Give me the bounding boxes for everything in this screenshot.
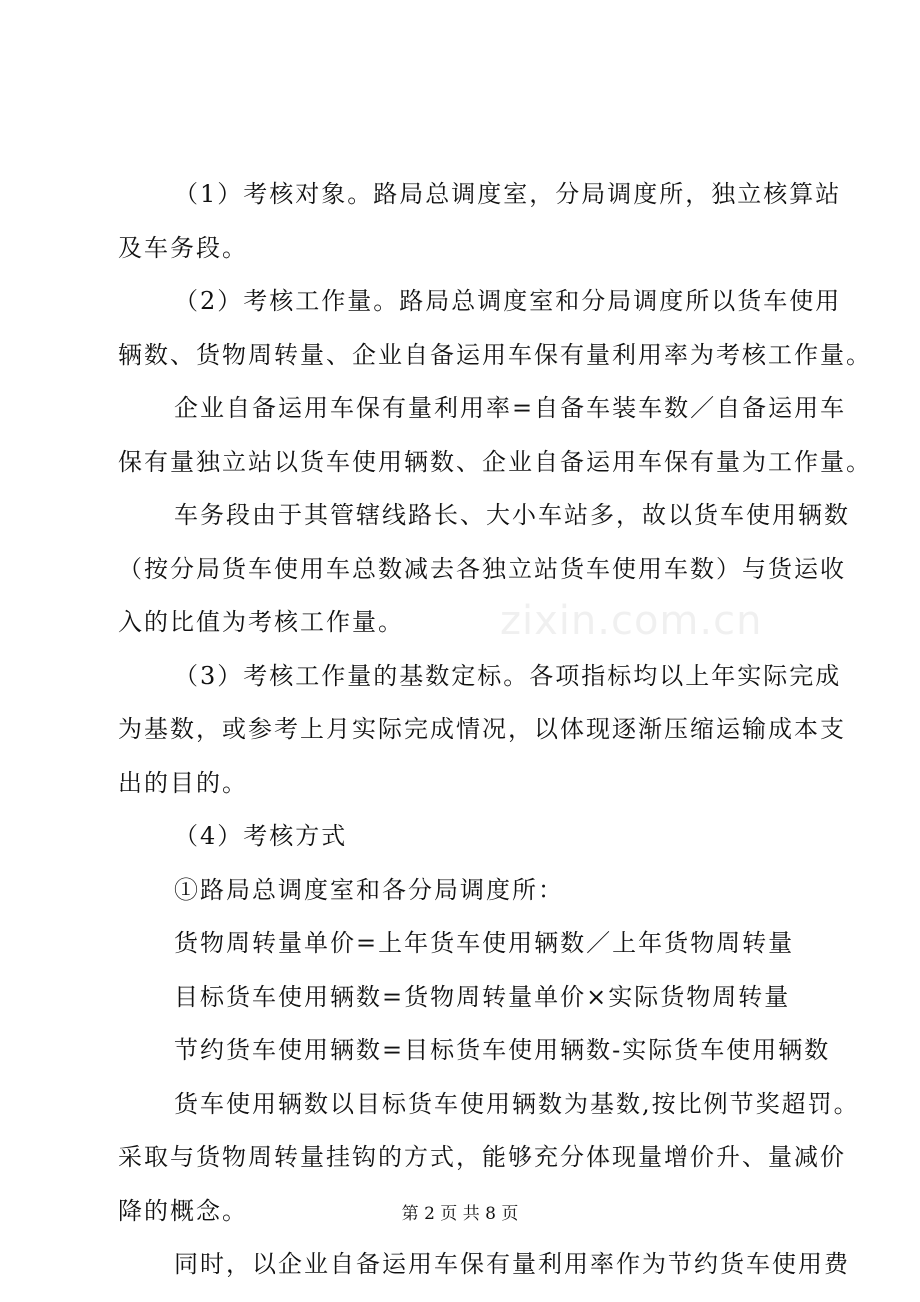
- paragraph-line: （2）考核工作量。路局总调度室和分局调度所以货车使用: [174, 287, 842, 315]
- paragraph-line: （4）考核方式: [174, 822, 348, 850]
- paragraph-line: 出的目的。: [118, 768, 248, 797]
- paragraph-line: 节约货车使用辆数=目标货车使用辆数-实际货车使用辆数: [174, 1036, 831, 1064]
- paragraph-line: 为基数，或参考上月实际完成情况，以体现逐渐压缩运输成本支: [118, 715, 846, 743]
- paragraph-line: 入的比值为考核工作量。: [118, 608, 404, 636]
- paragraph-line: 同时，以企业自备运用车保有量利用率作为节约货车使用费: [174, 1250, 850, 1278]
- document-body: [118, 168, 872, 1292]
- watermark: zixin.com.cn: [500, 598, 763, 644]
- paragraph-line: 辆数、货物周转量、企业自备运用车保有量利用率为考核工作量。: [118, 340, 872, 369]
- paragraph-line: 目标货车使用辆数=货物周转量单价×实际货物周转量: [174, 982, 791, 1011]
- paragraph-line: （1）考核对象。路局总调度室，分局调度所，独立核算站: [174, 180, 842, 208]
- paragraph-line: 车务段由于其管辖线路长、大小车站多，故以货车使用辆数: [174, 501, 850, 529]
- paragraph-line: （3）考核工作量的基数定标。各项指标均以上年实际完成: [174, 661, 842, 690]
- paragraph-line: 保有量独立站以货车使用辆数、企业自备运用车保有量为工作量。: [118, 447, 872, 476]
- page-number-footer: 第 2 页 共 8 页: [401, 1204, 519, 1224]
- paragraph-line: 货物周转量单价=上年货车使用辆数／上年货物周转量: [174, 929, 795, 957]
- paragraph-line: ①路局总调度室和各分局调度所：: [174, 875, 564, 904]
- paragraph-line: 及车务段。: [118, 233, 248, 262]
- paragraph-line: 货车使用辆数以目标货车使用辆数为基数,按比例节奖超罚。: [174, 1089, 860, 1118]
- paragraph-line: 采取与货物周转量挂钩的方式，能够充分体现量增价升、量减价: [118, 1143, 846, 1171]
- paragraph-line: 降的概念。: [118, 1196, 248, 1225]
- paragraph-line: 企业自备运用车保有量利用率=自备车装车数／自备运用车: [174, 394, 847, 422]
- paragraph-line: （按分局货车使用车总数减去各独立站货车使用车数）与货运收: [118, 554, 846, 583]
